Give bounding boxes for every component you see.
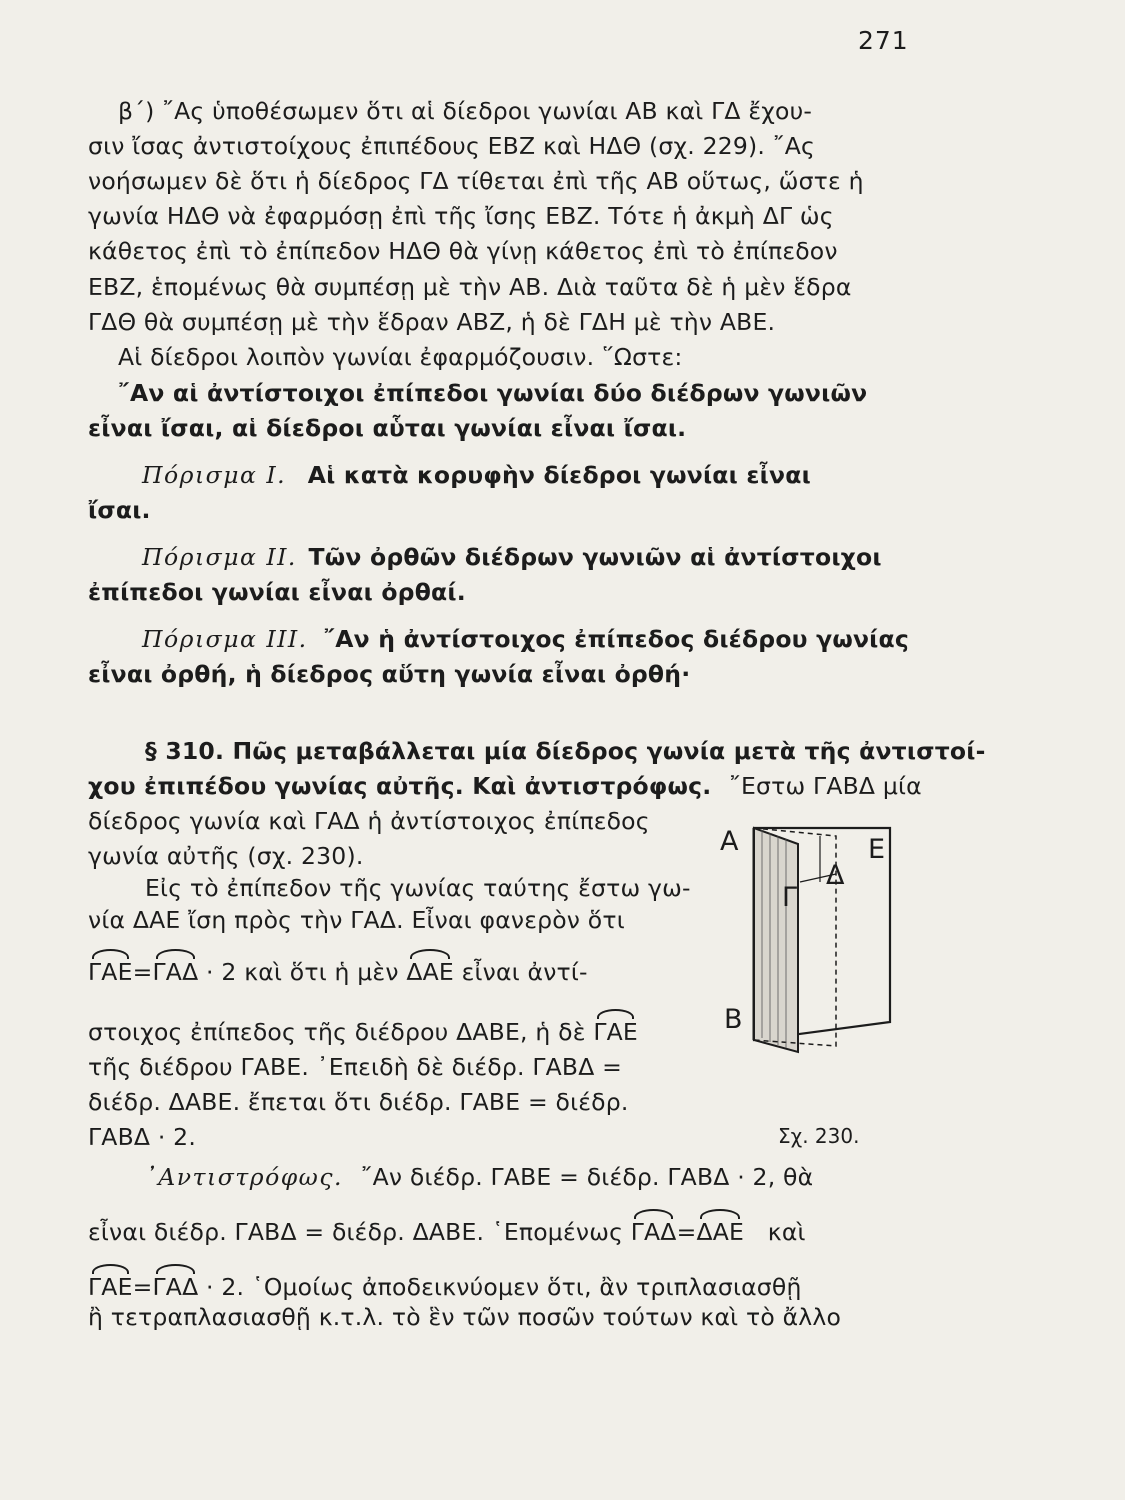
converse-label: ᾿Αντιστρόφως. (145, 1163, 343, 1191)
text-line: γωνία ΗΔΘ νὰ ἐφαρμόσῃ ἐπὶ τῆς ἴσης ΕΒΖ. Τότε ἡ ἀκμὴ ΔΓ ὡς (88, 202, 834, 230)
text-line: νία ΔΑΕ ἴση πρὸς τὴν ΓΑΔ. Εἶναι φανερὸν ὅτι (88, 906, 625, 934)
corollary-1-text: Αἱ κατὰ κορυφὴν δίεδροι γωνίαι εἶναι (307, 461, 811, 489)
text-line: Εἰς τὸ ἐπίπεδον τῆς γωνίας ταύτης ἔστω γω- (145, 874, 691, 902)
section-body-start: ῎Εστω ΓΑΒΔ μία (729, 772, 922, 800)
text-line: ΕΒΖ, ἑπομένως θὰ συμπέσῃ μὲ τὴν ΑΒ. Διὰ ταῦτα δὲ ἡ μὲν ἕδρα (88, 273, 852, 301)
text-line: σιν ἴσας ἀντιστοίχους ἐπιπέδους ΕΒΖ καὶ ΗΔΘ (σχ. 229). ῎Ας (88, 132, 815, 160)
angle-symbol: ΓΑΔ (630, 1218, 677, 1246)
converse-line (145, 1162, 813, 1192)
text-line: Αἱ δίεδροι λοιπὸν γωνίαι ἐφαρμόζουσιν. ῞Ωστε: (118, 343, 683, 371)
text-line: κάθετος ἐπὶ τὸ ἐπίπεδον ΗΔΘ θὰ γίνῃ κάθετος ἐπὶ τὸ ἐπίπεδον (88, 237, 838, 265)
corollary-3-label: Πόρισμα III. (142, 625, 308, 653)
text-line: γωνία αὐτῆς (σχ. 230). (88, 842, 364, 870)
section-heading-tail: χου ἐπιπέδου γωνίας αὐτῆς. Καὶ ἀντιστρόφως. (88, 772, 712, 800)
text-line: ΓΔΘ θὰ συμπέσῃ μὲ τὴν ἕδραν ΑΒΖ, ἡ δὲ ΓΔΗ μὲ τὴν ΑΒΕ. (88, 308, 776, 336)
text-fragment: εἶναι ἀντί- (461, 958, 588, 986)
corollary-3-text: ῎Αν ἡ ἀντίστοιχος ἐπίπεδος διέδρου γωνίας (323, 625, 909, 653)
figure-label-d: Δ (826, 860, 845, 891)
section-heading-cont (88, 771, 922, 801)
text-line: τῆς διέδρου ΓΑΒΕ. ᾿Επειδὴ δὲ διέδρ. ΓΑΒΔ = (88, 1053, 623, 1081)
text-fragment: στοιχος ἐπίπεδος τῆς διέδρου ΔΑΒΕ, ἡ δὲ (88, 1018, 586, 1046)
text-fragment: · 2. ῾Ομοίως ἀποδεικνύομεν ὅτι, ἂν τριπλασιασθῇ (206, 1273, 802, 1301)
corollary-2 (142, 542, 882, 572)
corollary-1 (142, 460, 811, 490)
text-line: δίεδρος γωνία καὶ ΓΑΔ ἡ ἀντίστοιχος ἐπίπεδος (88, 807, 650, 835)
corollary-3 (142, 624, 909, 654)
section-heading: § 310. Πῶς μεταβάλλεται μία δίεδρος γωνία μετὰ τῆς ἀντιστοί- (145, 737, 986, 765)
text-line: β΄) ῎Ας ὑποθέσωμεν ὅτι αἱ δίεδροι γωνίαι ΑΒ καὶ ΓΔ ἔχου- (118, 97, 813, 125)
angle-symbol: ΔΑΕ (696, 1218, 745, 1246)
figure-label-b: Β (724, 1004, 743, 1035)
angle-symbol: ΓΑΕ (593, 1018, 638, 1046)
equals-sign: = (132, 958, 153, 986)
angle-equation (88, 1272, 802, 1302)
angle-symbol: ΓΑΔ (152, 958, 199, 986)
figure-label-e: Ε (868, 834, 886, 865)
theorem-line: ῎Αν αἱ ἀντίστοιχοι ἐπίπεδοι γωνίαι δύο διέδρων γωνιῶν (118, 379, 868, 407)
angle-symbol: ΓΑΔ (152, 1273, 199, 1301)
text-line: διέδρ. ΔΑΒΕ. ἔπεται ὅτι διέδρ. ΓΑΒΕ = διέδρ. (88, 1088, 629, 1116)
text-line: ΓΑΒΔ · 2. (88, 1123, 196, 1151)
angle-symbol: ΓΑΕ (88, 958, 133, 986)
page-number: 271 (858, 26, 909, 55)
figure-caption: Σχ. 230. (778, 1124, 860, 1148)
converse-text: ῎Αν διέδρ. ΓΑΒΕ = διέδρ. ΓΑΒΔ · 2, θὰ (360, 1163, 814, 1191)
corollary-1-label: Πόρισμα I. (142, 461, 287, 489)
angle-symbol: ΔΑΕ (406, 958, 454, 986)
text-fragment: · 2 καὶ ὅτι ἡ μὲν (206, 958, 399, 986)
corollary-2-label: Πόρισμα II. (142, 543, 297, 571)
text-line: νοήσωμεν δὲ ὅτι ἡ δίεδρος ΓΔ τίθεται ἐπὶ τῆς ΑΒ οὕτως, ὥστε ἡ (88, 167, 864, 195)
text-fragment: καὶ (767, 1218, 806, 1246)
text-fragment: εἶναι διέδρ. ΓΑΒΔ = διέδρ. ΔΑΒΕ. ῾Επομένως (88, 1218, 624, 1246)
corollary-1-cont: ἴσαι. (88, 496, 151, 524)
figure-label-a: Α (720, 826, 739, 857)
corollary-3-cont: εἶναι ὀρθή, ἡ δίεδρος αὕτη γωνία εἶναι ὀρθή· (88, 660, 691, 688)
angle-symbol: ΓΑΕ (88, 1273, 133, 1301)
theorem-line: εἶναι ἴσαι, αἱ δίεδροι αὗται γωνίαι εἶναι ἴσαι. (88, 414, 687, 442)
figure-label-g: Γ (782, 882, 798, 913)
text-line: ἢ τετραπλασιασθῇ κ.τ.λ. τὸ ἓν τῶν ποσῶν τούτων καὶ τὸ ἄλλο (88, 1303, 842, 1331)
text-line (88, 1017, 638, 1047)
corollary-2-cont: ἐπίπεδοι γωνίαι εἶναι ὀρθαί. (88, 578, 466, 606)
equals-sign: = (132, 1273, 153, 1301)
corollary-2-text: Τῶν ὀρθῶν διέδρων γωνιῶν αἱ ἀντίστοιχοι (308, 543, 882, 571)
angle-equation (88, 957, 588, 987)
angle-equation (88, 1217, 806, 1247)
equals-sign: = (676, 1218, 697, 1246)
